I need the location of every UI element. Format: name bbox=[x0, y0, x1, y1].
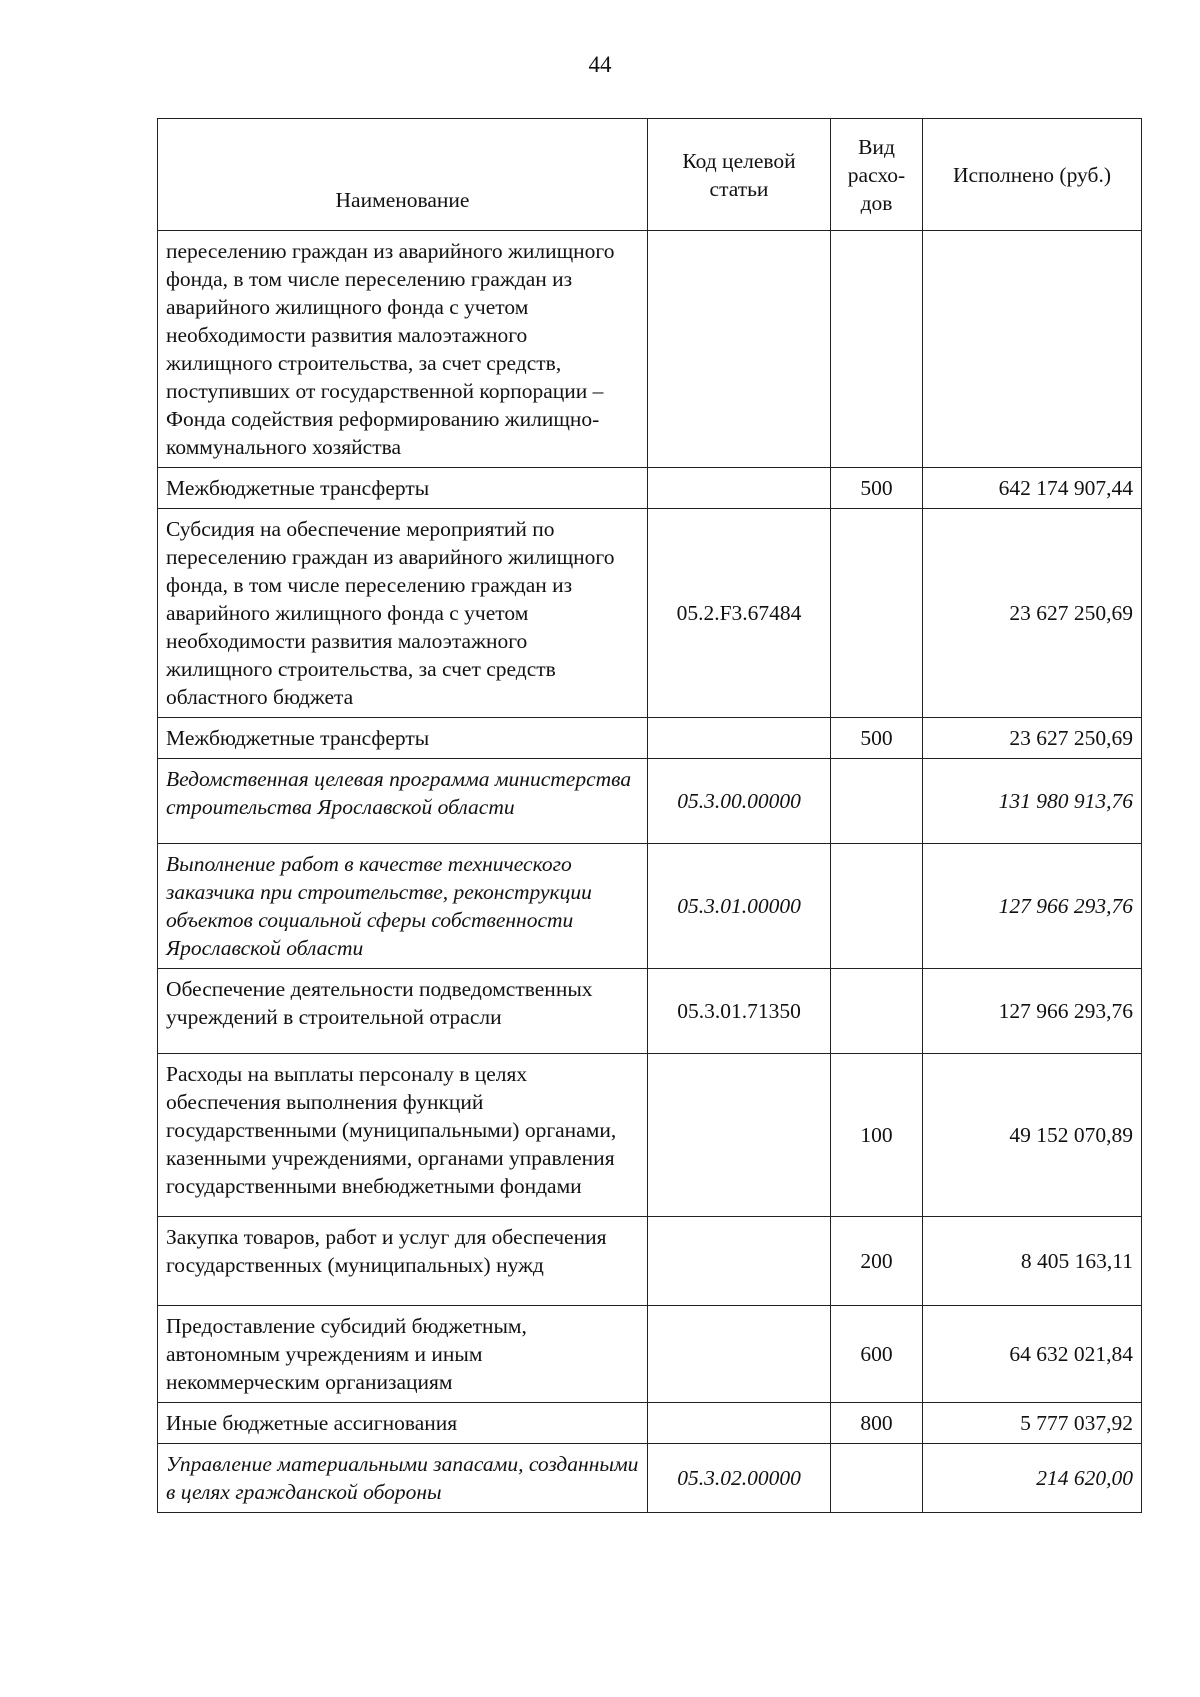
budget-table bbox=[157, 118, 1142, 1513]
table-row bbox=[158, 1444, 1142, 1513]
row-code-cell: 05.3.01.71350 bbox=[648, 969, 831, 1054]
table-header-row bbox=[158, 119, 1142, 231]
row-code-cell bbox=[648, 1054, 831, 1217]
row-kind-cell bbox=[831, 1444, 923, 1513]
header-code: Код целевой статьи bbox=[648, 119, 831, 231]
row-kind-cell: 200 bbox=[831, 1217, 923, 1306]
row-name-cell: Обеспечение деятельности подведомственных учреждений в строительной отрасли bbox=[158, 969, 648, 1054]
row-name-cell: Управление материальными запасами, созданными в целях гражданской обороны bbox=[158, 1444, 648, 1513]
row-kind-cell: 600 bbox=[831, 1306, 923, 1403]
row-name-cell: Субсидия на обеспечение мероприятий по переселению граждан из аварийного жилищного фонда, в том числе переселению граждан из аварийного жилищного фонда с учетом необходимости развития малоэтажного жилищного строительства, за счет средств областного бюджета bbox=[158, 509, 648, 718]
row-kind-cell bbox=[831, 844, 923, 969]
row-kind-cell: 800 bbox=[831, 1403, 923, 1444]
table-row bbox=[158, 1054, 1142, 1217]
row-name-cell: Выполнение работ в качестве технического заказчика при строительстве, реконструкции объектов социальной сферы собственности Ярославской области bbox=[158, 844, 648, 969]
row-name-cell: Расходы на выплаты персоналу в целях обеспечения выполнения функций государственными (муниципальными) органами, казенными учреждениями, органами управления государственными внебюджетными фондами bbox=[158, 1054, 648, 1217]
row-code-cell bbox=[648, 1306, 831, 1403]
row-code-cell: 05.3.00.00000 bbox=[648, 759, 831, 844]
table-row bbox=[158, 969, 1142, 1054]
table-row bbox=[158, 231, 1142, 468]
row-name-cell: Предоставление субсидий бюджетным, автономным учреждениям и иным некоммерческим организациям bbox=[158, 1306, 648, 1403]
row-name-cell: Иные бюджетные ассигнования bbox=[158, 1403, 648, 1444]
row-amount-cell: 23 627 250,69 bbox=[923, 509, 1142, 718]
row-amount-cell: 642 174 907,44 bbox=[923, 468, 1142, 509]
row-name-cell: переселению граждан из аварийного жилищного фонда, в том числе переселению граждан из аварийного жилищного фонда с учетом необходимости развития малоэтажного жилищного строительства, за счет средств, поступивших от государственной корпорации – Фонда содействия реформированию жилищно-коммунального хозяйства bbox=[158, 231, 648, 468]
row-amount-cell: 214 620,00 bbox=[923, 1444, 1142, 1513]
row-code-cell bbox=[648, 718, 831, 759]
table-row bbox=[158, 1403, 1142, 1444]
row-amount-cell bbox=[923, 231, 1142, 468]
row-kind-cell: 100 bbox=[831, 1054, 923, 1217]
row-code-cell bbox=[648, 468, 831, 509]
header-amount: Исполнено (руб.) bbox=[923, 119, 1142, 231]
header-kind: Вид расхо-дов bbox=[831, 119, 923, 231]
row-code-cell: 05.3.01.00000 bbox=[648, 844, 831, 969]
row-amount-cell: 5 777 037,92 bbox=[923, 1403, 1142, 1444]
table-row bbox=[158, 468, 1142, 509]
row-amount-cell: 64 632 021,84 bbox=[923, 1306, 1142, 1403]
row-kind-cell: 500 bbox=[831, 468, 923, 509]
row-kind-cell bbox=[831, 231, 923, 468]
row-name-cell: Закупка товаров, работ и услуг для обеспечения государственных (муниципальных) нужд bbox=[158, 1217, 648, 1306]
row-code-cell bbox=[648, 231, 831, 468]
page-number: 44 bbox=[588, 52, 612, 77]
row-kind-cell bbox=[831, 969, 923, 1054]
row-code-cell: 05.3.02.00000 bbox=[648, 1444, 831, 1513]
row-amount-cell: 23 627 250,69 bbox=[923, 718, 1142, 759]
row-amount-cell: 127 966 293,76 bbox=[923, 844, 1142, 969]
row-amount-cell: 49 152 070,89 bbox=[923, 1054, 1142, 1217]
row-name-cell: Межбюджетные трансферты bbox=[158, 468, 648, 509]
table-row bbox=[158, 1306, 1142, 1403]
row-code-cell: 05.2.F3.67484 bbox=[648, 509, 831, 718]
row-code-cell bbox=[648, 1217, 831, 1306]
table-row bbox=[158, 1217, 1142, 1306]
row-amount-cell: 8 405 163,11 bbox=[923, 1217, 1142, 1306]
header-name: Наименование bbox=[158, 119, 648, 231]
row-name-cell: Межбюджетные трансферты bbox=[158, 718, 648, 759]
table-row bbox=[158, 759, 1142, 844]
table-row bbox=[158, 718, 1142, 759]
row-amount-cell: 131 980 913,76 bbox=[923, 759, 1142, 844]
table-body bbox=[158, 231, 1142, 1513]
row-kind-cell bbox=[831, 759, 923, 844]
row-name-cell: Ведомственная целевая программа министерства строительства Ярославской области bbox=[158, 759, 648, 844]
row-kind-cell: 500 bbox=[831, 718, 923, 759]
row-code-cell bbox=[648, 1403, 831, 1444]
row-kind-cell bbox=[831, 509, 923, 718]
table-row bbox=[158, 509, 1142, 718]
table-row bbox=[158, 844, 1142, 969]
row-amount-cell: 127 966 293,76 bbox=[923, 969, 1142, 1054]
